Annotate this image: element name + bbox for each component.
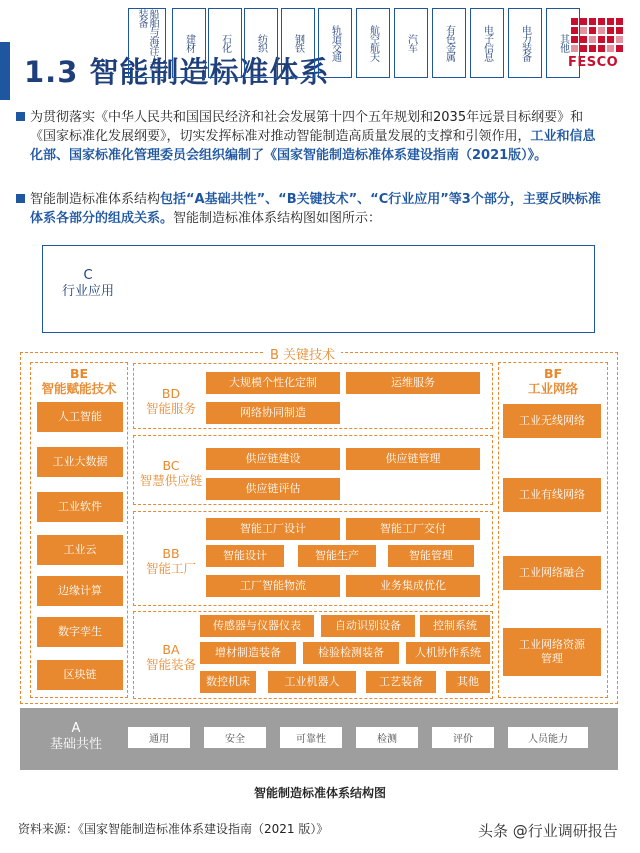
- intro-p2-highlight: 包括“A基础共性”、“B关键技术”、“C行业应用”等3个部分，主要反映标准体系各部分的组成关系。: [30, 192, 601, 226]
- ba-item: 自动识别设备: [321, 615, 415, 637]
- a-item: 检测: [356, 727, 418, 748]
- bd-name: 智能服务: [145, 401, 196, 416]
- bb-item: 工厂智能物流: [206, 575, 340, 597]
- bc-item: 供应链管理: [346, 448, 480, 470]
- be-item: 边缘计算: [37, 576, 123, 606]
- a-item: 人员能力: [508, 727, 588, 748]
- c-item: 其他: [546, 8, 580, 78]
- bb-item: 智能工厂设计: [206, 518, 340, 540]
- c-item: 航空航天: [356, 8, 390, 78]
- diagram-caption: 智能制造标准体系结构图: [253, 786, 386, 800]
- c-code: C: [83, 268, 93, 283]
- c-item: 电子信息: [470, 8, 504, 78]
- a-item: 可靠性: [280, 727, 342, 748]
- intro-p2-text-b: 智能制造标准体系结构图如图所示：: [173, 211, 382, 226]
- be-code: BE: [69, 366, 89, 381]
- bd-code: BD: [161, 386, 181, 401]
- bf-item: 工业网络融合: [503, 556, 601, 590]
- a-item: 评价: [432, 727, 494, 748]
- ba-item: 控制系统: [420, 615, 490, 637]
- source-note: 资料来源：《国家智能制造标准体系建设指南（2021 版）》: [18, 822, 329, 836]
- ba-item: 人机协作系统: [406, 642, 490, 664]
- a-name: 基础共性: [49, 737, 102, 752]
- bf-item: 工业网络资源管理: [503, 628, 601, 676]
- be-item: 工业云: [37, 535, 123, 565]
- bullet-icon: [16, 194, 25, 203]
- ba-item: 数控机床: [200, 671, 256, 693]
- intro-paragraph-1: [30, 108, 608, 165]
- be-item: 人工智能: [37, 402, 123, 432]
- intro-p2-text-a: 智能制造标准体系结构: [30, 192, 161, 207]
- c-item: 船舶与海洋工程装备: [128, 8, 166, 78]
- c-industry-application-box: [42, 245, 595, 333]
- bc-code: BC: [162, 458, 180, 473]
- page-title: 1.3 智能制造标准体系: [24, 55, 330, 89]
- c-item: 汽车: [394, 8, 428, 78]
- bd-item: 大规模个性化定制: [206, 372, 340, 394]
- bb-item: 智能设计: [206, 545, 284, 567]
- be-item: 工业大数据: [37, 447, 123, 477]
- a-item: 安全: [204, 727, 266, 748]
- a-code: A: [71, 721, 81, 736]
- bf-code: BF: [543, 366, 563, 381]
- intro-paragraph-2: [30, 190, 608, 228]
- b-title: B 关键技术: [264, 344, 341, 363]
- bb-item: 智能生产: [298, 545, 376, 567]
- logo-text: FESCO: [568, 55, 619, 70]
- be-name: 智能赋能技术: [41, 381, 117, 396]
- be-item: 工业软件: [37, 492, 123, 522]
- ba-header: [138, 642, 204, 672]
- be-item: 区块链: [37, 660, 123, 690]
- be-header: [30, 366, 128, 396]
- ba-name: 智能装备: [145, 657, 196, 672]
- bb-header: [138, 546, 204, 576]
- bd-header: [138, 386, 204, 416]
- a-label: [36, 721, 116, 753]
- a-item: 通用: [128, 727, 190, 748]
- c-name: 行业应用: [61, 284, 114, 299]
- bb-item: 智能工厂交付: [346, 518, 480, 540]
- c-item: 纺织: [244, 8, 278, 78]
- ba-item: 传感器与仪器仪表: [200, 615, 314, 637]
- bd-item: 运维服务: [346, 372, 480, 394]
- watermark: 头条 @行业调研报告: [478, 822, 618, 840]
- be-item: 数字孪生: [37, 617, 123, 647]
- bc-item: 供应链评估: [206, 478, 340, 500]
- c-item: 电力装备: [508, 8, 542, 78]
- intro-p1-text: 为贯彻落实《中华人民共和国国民经济和社会发展第十四个五年规划和2035年远景目标纲要》和《国家标准化发展纲要》，切实发挥标准对推动智能制造高质量发展的支撑和引领作用，: [30, 110, 584, 144]
- bb-code: BB: [162, 546, 180, 561]
- ba-item: 工业机器人: [268, 671, 356, 693]
- c-item: 钢铁: [281, 8, 315, 78]
- ba-item: 工艺装备: [366, 671, 436, 693]
- bc-header: [138, 458, 204, 488]
- bb-item: 智能管理: [388, 545, 474, 567]
- bd-item: 网络协同制造: [206, 402, 340, 424]
- c-label: [53, 268, 123, 300]
- bf-item: 工业无线网络: [503, 404, 601, 438]
- intro-p1-highlight: 工业和信息化部、国家标准化管理委员会组织编制了《国家智能制造标准体系建设指南（2021版）》。: [30, 129, 596, 163]
- bb-item: 业务集成优化: [346, 575, 480, 597]
- title-accent-bar: [0, 42, 10, 100]
- bullet-icon: [16, 112, 25, 121]
- c-item: 石化: [208, 8, 242, 78]
- bc-name: 智慧供应链: [139, 473, 203, 488]
- bf-name: 工业网络: [527, 381, 578, 396]
- c-item: 有色金属: [432, 8, 466, 78]
- ba-item: 增材制造装备: [200, 642, 296, 664]
- ba-code: BA: [162, 642, 180, 657]
- ba-item: 其他: [446, 671, 490, 693]
- bf-header: [498, 366, 608, 396]
- bb-name: 智能工厂: [145, 561, 196, 576]
- bf-item: 工业有线网络: [503, 478, 601, 512]
- c-item: 建材: [172, 8, 206, 78]
- c-item: 轨道交通: [318, 8, 352, 78]
- bc-item: 供应链建设: [206, 448, 340, 470]
- ba-item: 检验检测装备: [303, 642, 399, 664]
